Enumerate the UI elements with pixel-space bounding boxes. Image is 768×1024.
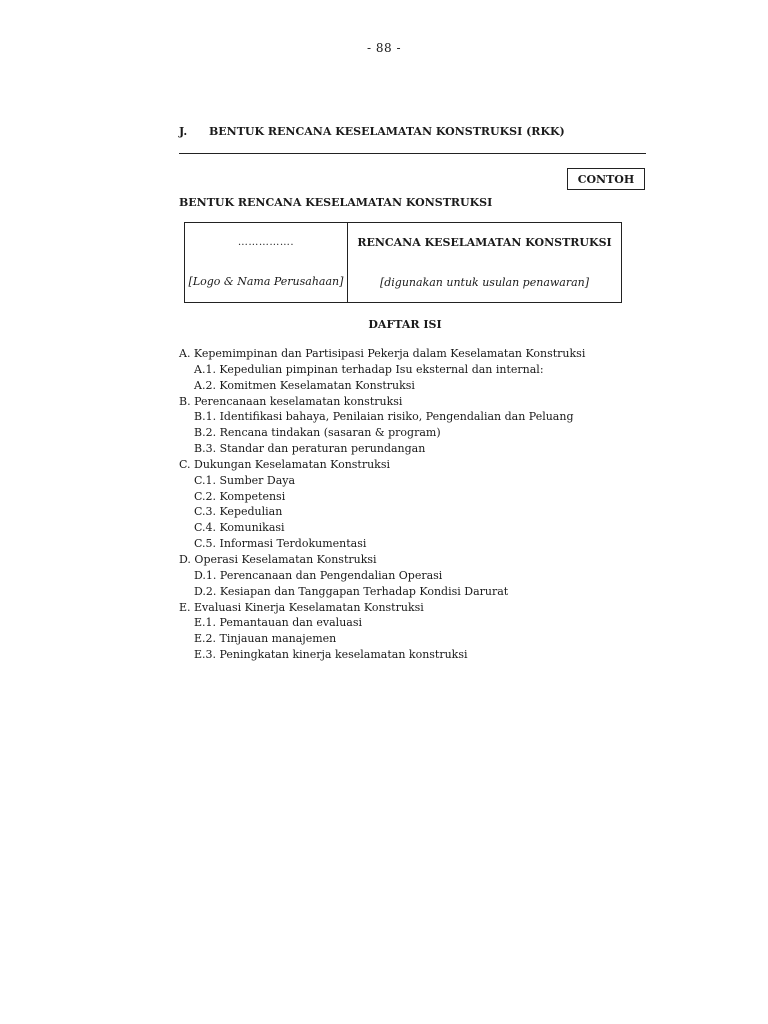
- form-title: BENTUK RENCANA KESELAMATAN KONSTRUKSI: [179, 196, 493, 209]
- section-number: J.: [179, 125, 188, 138]
- logo-company-placeholder: [Logo & Nama Perusahaan]: [188, 275, 344, 289]
- toc-subitem: D.2. Kesiapan dan Tanggapan Terhadap Kondisi Darurat: [194, 584, 509, 598]
- toc-subitem: E.2. Tinjauan manajemen: [194, 632, 337, 646]
- toc-subitem: B.2. Rencana tindakan (sasaran & program): [194, 426, 441, 440]
- toc-subitem: A.2. Komitmen Keselamatan Konstruksi: [194, 378, 415, 392]
- toc-subitem: C.5. Informasi Terdokumentasi: [194, 537, 367, 551]
- example-label-box: [567, 168, 645, 190]
- toc-item: E. Evaluasi Kinerja Keselamatan Konstruksi: [179, 600, 424, 614]
- example-label: CONTOH: [577, 172, 635, 186]
- toc-subitem: E.1. Pemantauan dan evaluasi: [194, 616, 362, 630]
- toc-item: D. Operasi Keselamatan Konstruksi: [179, 552, 377, 566]
- toc-subitem: E.3. Peningkatan kinerja keselamatan konstruksi: [194, 648, 468, 662]
- toc-item: A. Kepemimpinan dan Partisipasi Pekerja dalam Keselamatan Konstruksi: [179, 347, 586, 360]
- toc-subitem: C.3. Kepedulian: [194, 505, 283, 519]
- toc-subitem: C.1. Sumber Daya: [194, 473, 296, 487]
- header-cell-right: [348, 223, 621, 302]
- toc-subitem: A.1. Kepedulian pimpinan terhadap Isu eksternal dan internal:: [194, 362, 544, 376]
- toc-subitem: C.4. Komunikasi: [194, 521, 285, 535]
- document-title: RENCANA KESELAMATAN KONSTRUKSI: [357, 236, 612, 250]
- header-table: [184, 222, 622, 303]
- table-of-contents: [179, 346, 639, 663]
- header-cell-left: [185, 223, 348, 302]
- toc-title: DAFTAR ISI: [368, 318, 442, 331]
- toc-subitem: C.2. Kompetensi: [194, 489, 286, 503]
- toc-item: C. Dukungan Keselamatan Konstruksi: [179, 457, 391, 471]
- page-number: - 88 -: [366, 41, 401, 55]
- toc-subitem: B.1. Identifikasi bahaya, Penilaian risiko, Pengendalian dan Peluang: [194, 410, 574, 424]
- section-heading: [179, 125, 565, 138]
- horizontal-rule: [179, 153, 646, 154]
- section-title: BENTUK RENCANA KESELAMATAN KONSTRUKSI (RKK): [209, 125, 565, 138]
- toc-item: B. Perencanaan keselamatan konstruksi: [179, 394, 403, 408]
- placeholder-dots: …………….: [237, 236, 295, 248]
- toc-subitem: B.3. Standar dan peraturan perundangan: [194, 442, 426, 456]
- toc-subitem: D.1. Perencanaan dan Pengendalian Operasi: [194, 568, 443, 582]
- document-purpose: [digunakan untuk usulan penawaran]: [379, 275, 590, 289]
